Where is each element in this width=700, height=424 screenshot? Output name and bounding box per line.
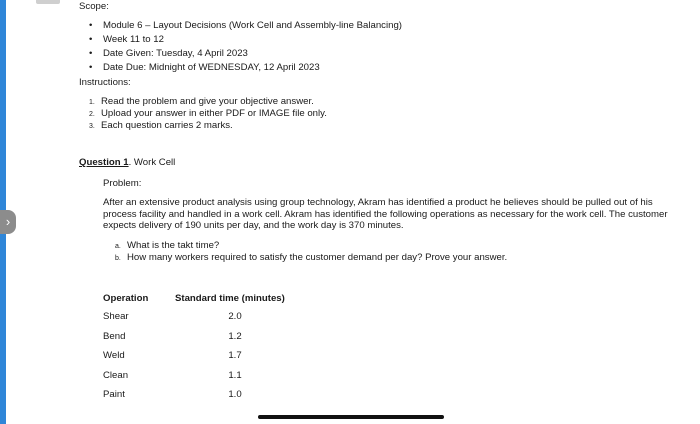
operation-cell: Paint (103, 389, 125, 401)
table-row (103, 327, 295, 347)
scope-heading: Scope: (79, 1, 109, 12)
list-item: 2. Upload your answer in either PDF or IMAGE file only. (89, 108, 327, 119)
list-item: • Module 6 – Layout Decisions (Work Cell and Assembly-line Balancing) (89, 19, 402, 33)
table-header-row (103, 289, 295, 307)
chevron-right-icon: › (5, 214, 11, 229)
table-row (103, 307, 295, 327)
home-indicator[interactable] (258, 415, 444, 419)
side-expand-tab[interactable] (0, 210, 16, 234)
operation-cell: Clean (103, 369, 129, 381)
time-cell: 2.0 (228, 311, 242, 323)
operation-cell: Weld (103, 350, 125, 362)
operation-cell: Bend (103, 330, 126, 342)
column-header: Standard time (minutes) (175, 292, 285, 304)
instructions-heading: Instructions: (79, 77, 131, 88)
question-heading (79, 157, 175, 168)
time-cell: 1.0 (228, 389, 242, 401)
top-edge-fragment (36, 0, 60, 4)
table-row (103, 385, 295, 405)
table-row (103, 346, 295, 366)
table-row (103, 366, 295, 386)
column-header: Operation (103, 292, 149, 304)
operations-table (103, 289, 295, 405)
time-cell: 1.1 (228, 369, 242, 381)
time-cell: 1.2 (228, 330, 242, 342)
question-label: Question 1 (79, 157, 129, 168)
scope-list (89, 19, 402, 75)
problem-text: After an extensive product analysis using group technology, Akram has identified a product he believes should be pulled out of his process facility and handled in a work cell. Akram has identified the following operations as necessary for the work cell. The customer expects delivery of 190 units per day, and the work day is 370 minutes. (103, 197, 668, 231)
list-item: b. How many workers required to satisfy the customer demand per day? Prove your answer. (115, 252, 508, 263)
list-item: 3. Each question carries 2 marks. (89, 120, 233, 131)
list-item: • Date Due: Midnight of WEDNESDAY, 12 April 2023 (89, 61, 402, 75)
sub-question-list (115, 240, 507, 264)
problem-label: Problem: (103, 178, 142, 189)
list-item: • Date Given: Tuesday, 4 April 2023 (89, 47, 402, 61)
list-item: • Week 11 to 12 (89, 33, 402, 47)
question-title: . Work Cell (128, 157, 176, 168)
operation-cell: Shear (103, 311, 129, 323)
instructions-list (89, 96, 327, 132)
time-cell: 1.7 (228, 350, 242, 362)
list-item: 1. Read the problem and give your objective answer. (89, 96, 314, 107)
list-item: a. What is the takt time? (115, 240, 220, 251)
